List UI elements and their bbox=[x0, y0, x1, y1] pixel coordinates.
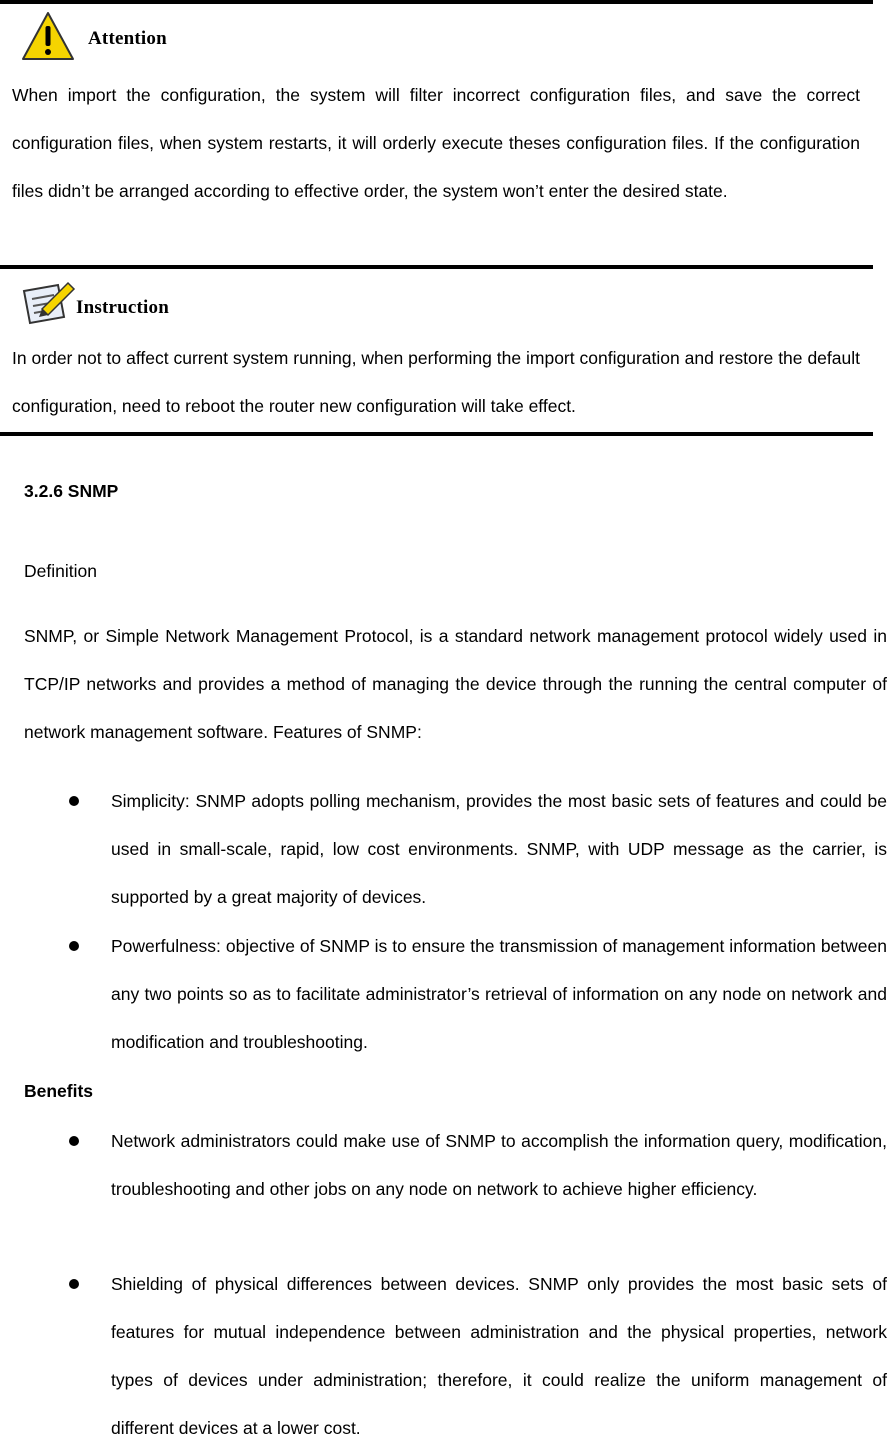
benefit-item-efficiency: Network administrators could make use of SNMP to accomplish the information query, modification, troubleshooting and other jobs on any node on network to achieve higher efficiency. bbox=[111, 1131, 887, 1199]
middle-rule bbox=[0, 265, 873, 269]
bottom-rule bbox=[0, 432, 873, 436]
bullet-dot bbox=[69, 1279, 79, 1289]
bullet-dot bbox=[69, 1136, 79, 1146]
benefit-item-shielding: Shielding of physical differences between devices. SNMP only provides the most basic sets of features for mutual independence between administration and the physical properties, network types of devices under administration; therefore, it could realize the uniform management of different devices at a lower cost. bbox=[111, 1274, 887, 1438]
feature-item-powerfulness: Powerfulness: objective of SNMP is to ensure the transmission of management information between any two points so as to facilitate administrator’s retrieval of information on any node on network and modification and troubleshooting. bbox=[111, 936, 887, 1052]
instruction-header bbox=[20, 279, 169, 325]
bullet-dot bbox=[69, 796, 79, 806]
pencil-note-icon bbox=[20, 279, 76, 325]
benefits-label: Benefits bbox=[24, 1081, 94, 1101]
top-rule bbox=[0, 0, 873, 4]
instruction-title: Instruction bbox=[76, 297, 169, 318]
feature-item-simplicity: Simplicity: SNMP adopts polling mechanism, provides the most basic sets of features and could be used in small-scale, rapid, low cost environments. SNMP, with UDP message as the carrier, is supported by a great majority of devices. bbox=[111, 791, 887, 907]
bullet-dot bbox=[69, 941, 79, 951]
definition-text: SNMP, or Simple Network Management Protocol, is a standard network management protocol widely used in TCP/IP networks and provides a method of managing the device through the running the central computer of network management software. Features of SNMP: bbox=[24, 626, 887, 742]
section-heading: 3.2.6 SNMP bbox=[24, 481, 119, 501]
attention-text: When import the configuration, the system will filter incorrect configuration files, and save the correct configuration files, when system restarts, it will orderly execute theses configuration files. If the configuration files didn’t be arranged according to effective order, the system won’t enter the desired state. bbox=[12, 85, 860, 201]
attention-header bbox=[20, 10, 167, 62]
instruction-text: In order not to affect current system running, when performing the import configuration and restore the default configuration, need to reboot the router new configuration will take effect. bbox=[12, 348, 860, 416]
attention-title: Attention bbox=[88, 28, 167, 49]
definition-label: Definition bbox=[24, 561, 97, 581]
warning-icon bbox=[20, 10, 76, 62]
